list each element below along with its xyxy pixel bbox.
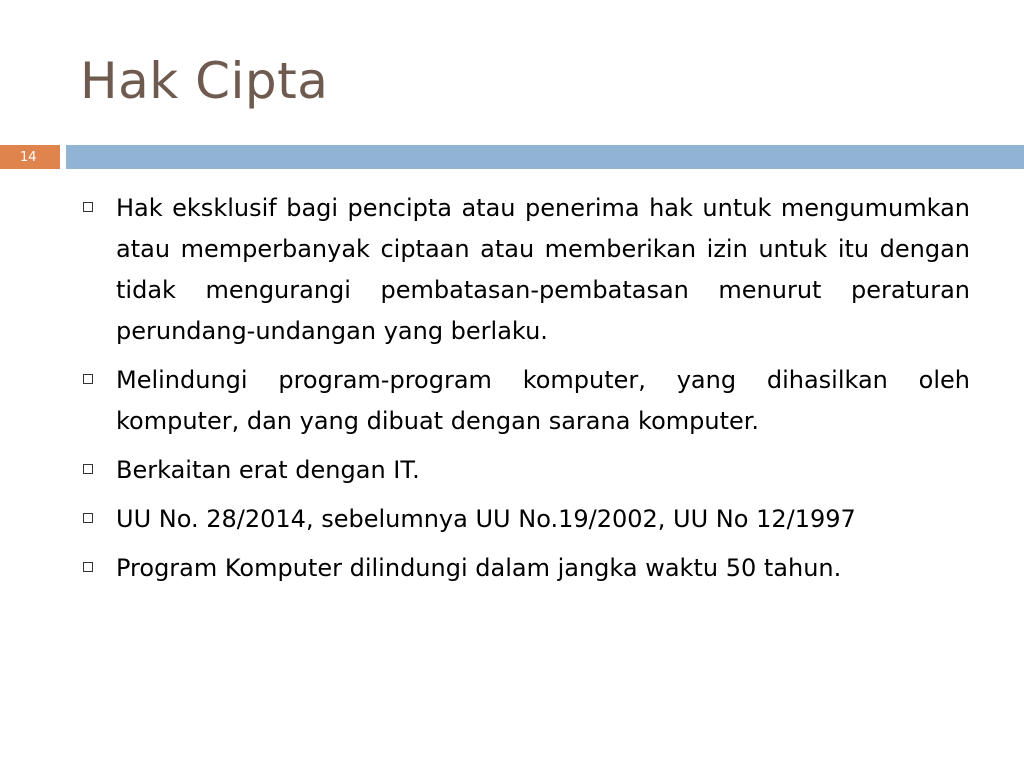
slide-title: Hak Cipta bbox=[80, 52, 329, 110]
bullet-item bbox=[80, 188, 970, 352]
bullet-list bbox=[80, 188, 970, 597]
bullet-text: Program Komputer dilindungi dalam jangka waktu 50 tahun. bbox=[116, 554, 842, 582]
square-bullet-icon bbox=[80, 499, 116, 540]
square-bullet-icon bbox=[80, 450, 116, 491]
slide-number: 14 bbox=[20, 149, 37, 165]
bullet-item bbox=[80, 360, 970, 442]
square-bullet-icon bbox=[80, 360, 116, 442]
bullet-text: UU No. 28/2014, sebelumnya UU No.19/2002, UU No 12/1997 bbox=[116, 505, 856, 533]
bullet-item bbox=[80, 499, 970, 540]
title-divider-bar bbox=[66, 145, 1024, 169]
bullet-text: Hak eksklusif bagi pencipta atau penerima hak untuk mengumumkan atau memperbanyak ciptaan atau memberikan izin untuk itu dengan tidak mengurangi pembatasan-pembatasan menurut peraturan perundang-undangan yang berlaku. bbox=[116, 194, 970, 345]
square-bullet-icon bbox=[80, 548, 116, 589]
bullet-text: Berkaitan erat dengan IT. bbox=[116, 456, 420, 484]
slide-number-badge bbox=[0, 145, 60, 169]
bullet-item bbox=[80, 548, 970, 589]
bullet-item bbox=[80, 450, 970, 491]
square-bullet-icon bbox=[80, 188, 116, 352]
bullet-text: Melindungi program-program komputer, yang dihasilkan oleh komputer, dan yang dibuat dengan sarana komputer. bbox=[116, 366, 970, 435]
